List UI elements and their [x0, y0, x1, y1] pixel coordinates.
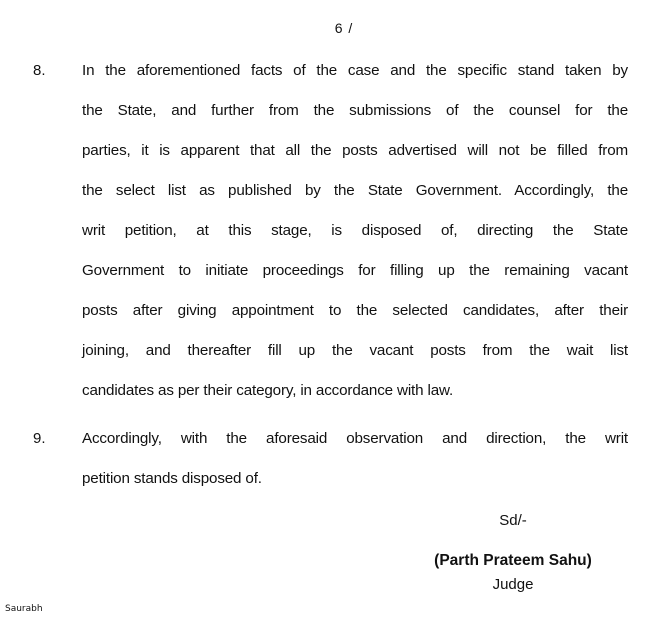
paragraph-line: writ petition, at this stage, is disposed of, directing the State [82, 222, 628, 239]
judge-title: Judge [492, 576, 534, 593]
page-number: 6 / [334, 20, 354, 36]
paragraph-line: Government to initiate proceedings for filling up the remaining vacant [82, 262, 628, 279]
paragraph-line: parties, it is apparent that all the posts advertised will not be filled from [82, 142, 628, 159]
judge-name: (Parth Prateem Sahu) [434, 552, 592, 569]
paragraph-number: 8. [33, 62, 46, 79]
paragraph-line: petition stands disposed of. [82, 470, 262, 487]
paragraph-number: 9. [33, 430, 46, 447]
paragraph-line: the State, and further from the submissions of the counsel for the [82, 102, 628, 119]
paragraph-body [82, 51, 628, 411]
paragraph-line: joining, and thereafter fill up the vacant posts from the wait list [82, 342, 628, 359]
paragraph-line: candidates as per their category, in accordance with law. [82, 382, 454, 399]
paragraph-line: the select list as published by the State Government. Accordingly, the [82, 182, 628, 199]
signature-sd: Sd/- [499, 512, 527, 529]
paragraph-line: In the aforementioned facts of the case and the specific stand taken by [82, 62, 628, 79]
typist-initials: Saurabh [5, 604, 43, 614]
paragraph-body [82, 419, 628, 499]
paragraph-line: posts after giving appointment to the selected candidates, after their [82, 302, 628, 319]
paragraph-line: Accordingly, with the aforesaid observation and direction, the writ [82, 430, 628, 447]
